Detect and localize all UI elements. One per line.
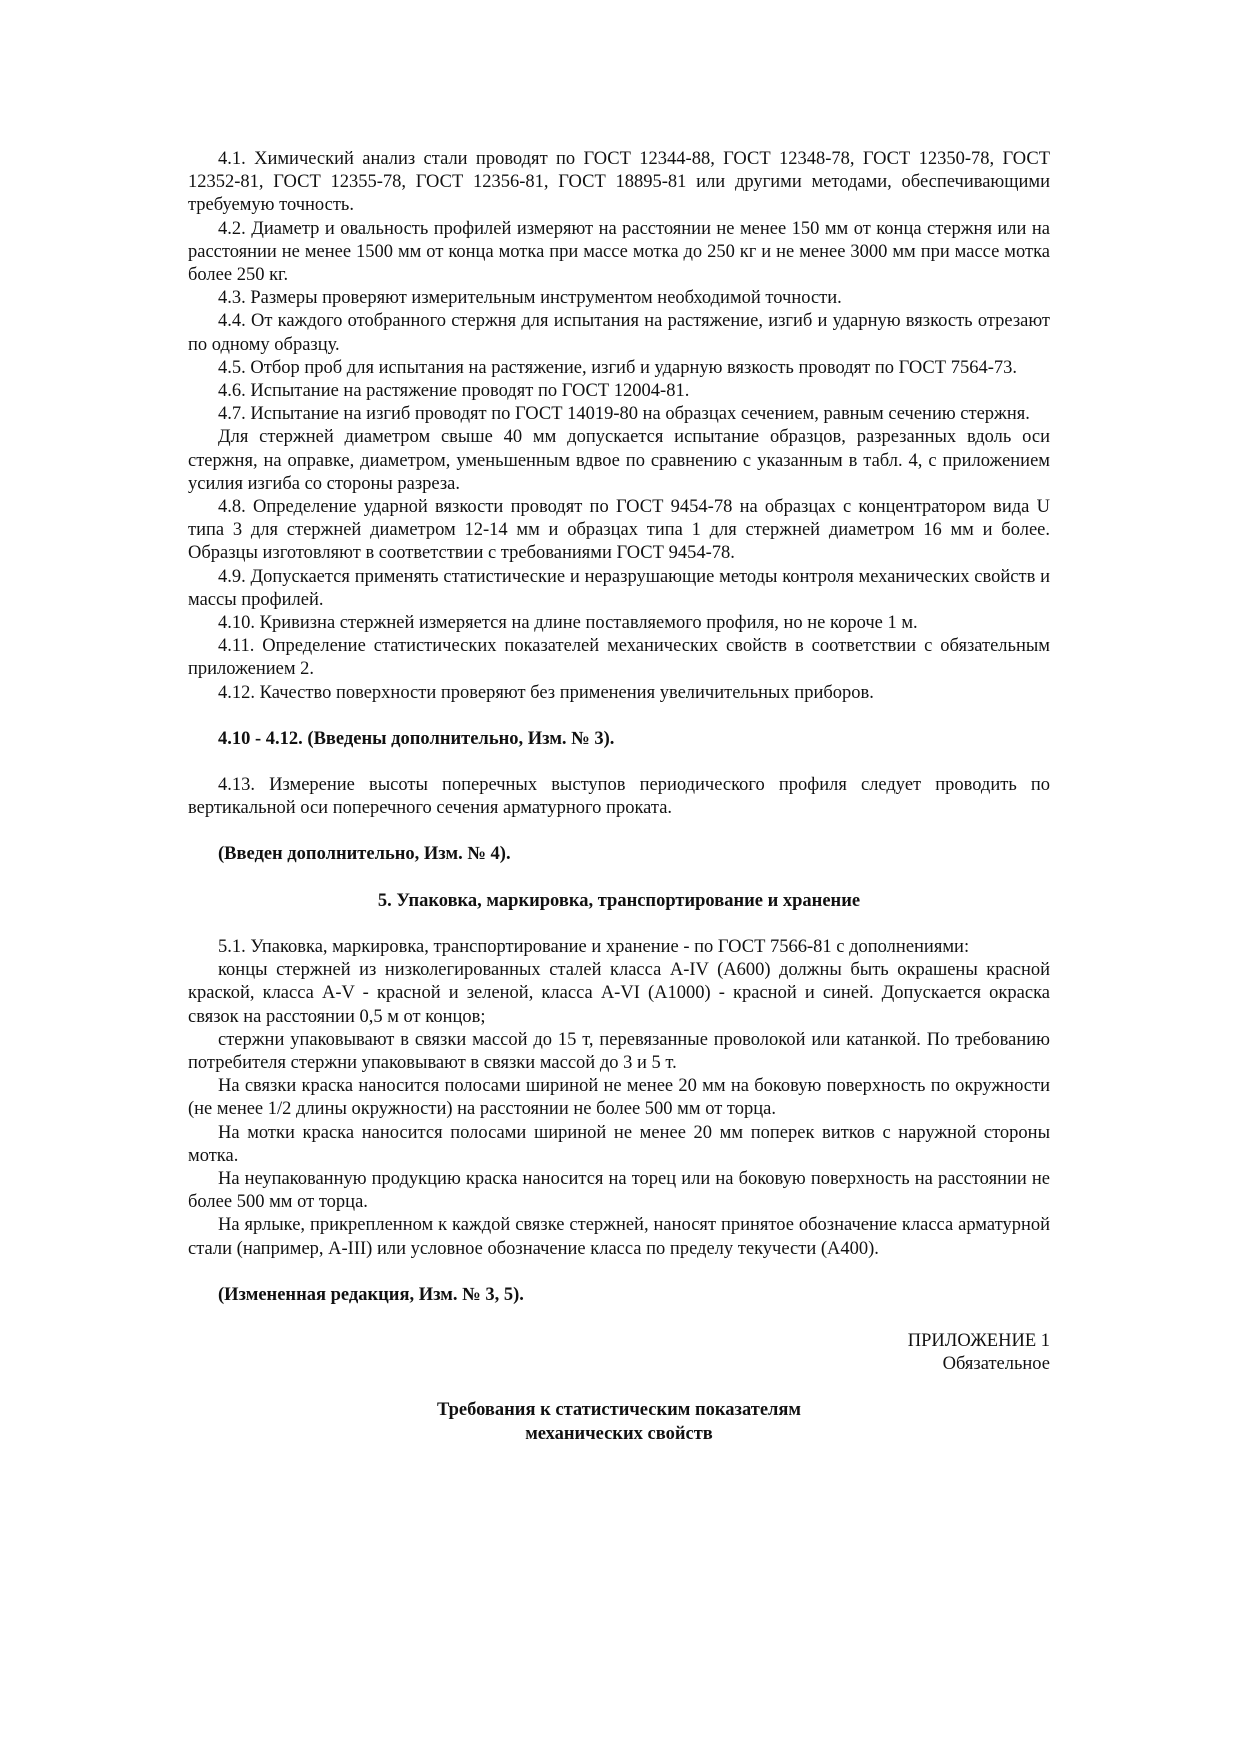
paragraph-4-13: 4.13. Измерение высоты поперечных выступов периодического профиля следует проводить по вертикальной оси поперечного сечения арматурного проката. (188, 775, 1050, 819)
paragraph-4-9: 4.9. Допускается применять статистические и неразрушающие методы контроля механических свойств и массы профилей. (188, 566, 1050, 610)
paragraph-4-1: 4.1. Химический анализ стали проводят по ГОСТ 12344-88, ГОСТ 12348-78, ГОСТ 12350-78, ГОСТ 12352-81, ГОСТ 12355-78, ГОСТ 12356-81, ГОСТ 18895-81 или другими методами, обеспечивающими требуемую точность. (188, 149, 1050, 216)
amendment-note-3-5: (Измененная редакция, Изм. № 3, 5). (218, 1284, 524, 1305)
paragraph-5-1-unpacked: На неупакованную продукцию краска наносится на торец или на боковую поверхность на расстоянии не более 500 мм от торца. (188, 1168, 1050, 1213)
paragraph-5-1-bundle-paint: На связки краска наносится полосами шириной не менее 20 мм на боковую поверхность по окружности (не менее 1/2 длины окружности) на расстоянии не более 500 мм от торца. (188, 1076, 1050, 1120)
document-page (188, 148, 1050, 1446)
appendix-label: ПРИЛОЖЕНИЕ 1 (907, 1330, 1050, 1351)
paragraph-4-10: 4.10. Кривизна стержней измеряется на длине поставляемого профиля, но не короче 1 м. (218, 613, 918, 634)
amendment-note-4: (Введен дополнительно, Изм. № 4). (218, 844, 511, 865)
paragraph-4-4: 4.4. От каждого отобранного стержня для испытания на растяжение, изгиб и ударную вязкость отрезают по одному образцу. (188, 311, 1050, 355)
spacer (188, 1261, 1050, 1284)
paragraph-5-1-coil-paint: На мотки краска наносится полосами шириной не менее 20 мм поперек витков с наружной стороны мотка. (188, 1122, 1050, 1166)
spacer (188, 1307, 1050, 1330)
paragraph-5-1-colors: концы стержней из низколегированных сталей класса A-IV (A600) должны быть окрашены красной краской, класса A-V - красной и зеленой, класса A-VI (A1000) - красной и синей. Допускается окраска связок на расстоянии 0,5 м от концов; (188, 960, 1050, 1027)
paragraph-5-1-label: На ярлыке, прикрепленном к каждой связке стержней, наносят принятое обозначение класса арматурной стали (например, A-III) или условное обозначение класса по пределу текучести (A400). (188, 1215, 1050, 1259)
appendix-type: Обязательное (942, 1354, 1050, 1375)
paragraph-4-7-note: Для стержней диаметром свыше 40 мм допускается испытание образцов, разрезанных вдоль оси стержня, на оправке, диаметром, уменьшенным вдвое по сравнению с указанным в табл. 4, с приложением усилия изгиба со стороны разреза. (188, 427, 1050, 494)
paragraph-4-11: 4.11. Определение статистических показателей механических свойств в соответствии с обязательным приложением 2. (188, 636, 1050, 680)
paragraph-4-7: 4.7. Испытание на изгиб проводят по ГОСТ 14019-80 на образцах сечением, равным сечению стержня. (218, 404, 1030, 425)
paragraph-4-12: 4.12. Качество поверхности проверяют без применения увеличительных приборов. (218, 682, 874, 703)
paragraph-4-8: 4.8. Определение ударной вязкости проводят по ГОСТ 9454-78 на образцах с концентратором вида U типа 3 для стержней диаметром 12-14 мм и образцах типа 1 для стержней диаметром 16 мм и более. Образцы изготовляют в соответствии с требованиями ГОСТ 9454-78. (188, 497, 1050, 564)
section-5-heading: 5. Упаковка, маркировка, транспортирование и хранение (377, 890, 861, 911)
paragraph-5-1-bundles: стержни упаковывают в связки массой до 15 т, перевязанные проволокой или катанкой. По требованию потребителя стержни упаковывают в связки массой до 3 и 5 т. (188, 1029, 1050, 1073)
paragraph-5-1: 5.1. Упаковка, маркировка, транспортирование и хранение - по ГОСТ 7566-81 с дополнениями: (218, 936, 970, 957)
spacer (188, 820, 1050, 843)
amendment-note-3: 4.10 - 4.12. (Введены дополнительно, Изм. № 3). (218, 728, 615, 749)
spacer (188, 913, 1050, 936)
paragraph-4-3: 4.3. Размеры проверяют измерительным инструментом необходимой точности. (218, 288, 842, 309)
spacer (188, 867, 1050, 890)
paragraph-4-6: 4.6. Испытание на растяжение проводят по ГОСТ 12004-81. (218, 381, 690, 402)
spacer (188, 705, 1050, 728)
appendix-title-line-2: механических свойств (525, 1423, 713, 1444)
spacer (188, 1376, 1050, 1399)
appendix-title-line-1: Требования к статистическим показателям (436, 1400, 802, 1421)
paragraph-4-2: 4.2. Диаметр и овальность профилей измеряют на расстоянии не менее 150 мм от конца стержня или на расстоянии не менее 1500 мм от конца мотка при массе мотка до 250 кг и не менее 3000 мм при массе мотка более 250 кг. (188, 218, 1050, 286)
spacer (188, 751, 1050, 774)
paragraph-4-5: 4.5. Отбор проб для испытания на растяжение, изгиб и ударную вязкость проводят по ГОСТ 7564-73. (218, 357, 1017, 378)
